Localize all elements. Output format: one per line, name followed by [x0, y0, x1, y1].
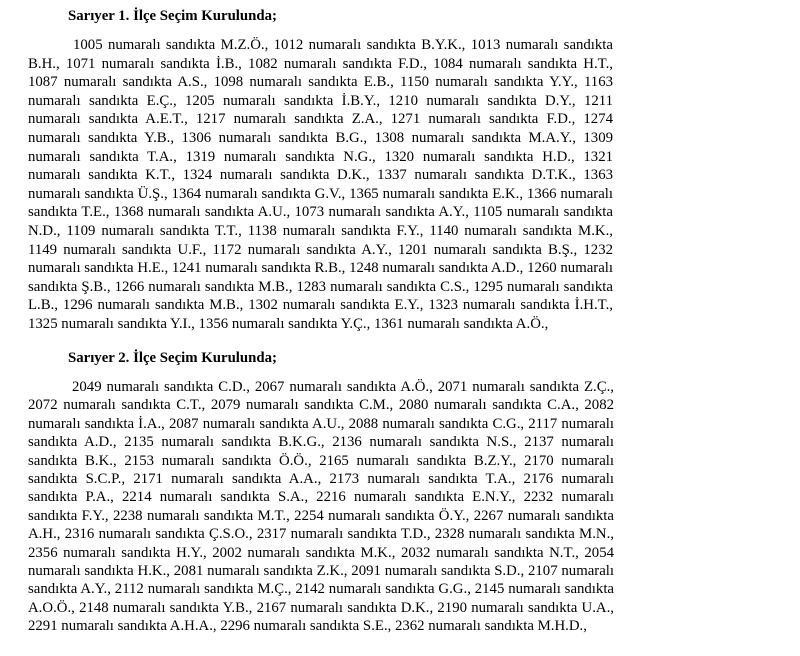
section-body: 2049 numaralı sandıkta C.D., 2067 numaralı sandıkta A.Ö., 2071 numaralı sandıkta Z.Ç., 2072 numaralı sandıkta C.T., 2079 numaralı sandıkta C.M., 2080 numaralı sandıkta C.A., 2082 numaralı sandıkta İ.A., 2087 numaralı sandıkta A.U., 2088 numaralı sandıkta C.G., 2117 numaralı sandıkta A.D., 2135 numaralı sandıkta B.K.G., 2136 numaralı sandıkta N.S., 2137 numaralı sandıkta B.K., 2153 numaralı sandıkta Ö.Ö., 2165 numaralı sandıkta B.Z.Y., 2170 numaralı sandıkta S.C.P., 2171 numaralı sandıkta A.A., 2173 numaralı sandıkta T.A., 2176 numaralı sandıkta P.A., 2214 numaralı sandıkta S.A., 2216 numaralı sandıkta E.N.Y., 2232 numaralı sandıkta F.Y., 2238 numaralı sandıkta M.T., 2254 numaralı sandıkta Ö.Y., 2267 numaralı sandıkta A.H., 2316 numaralı sandıkta Ç.S.O., 2317 numaralı sandıkta T.D., 2328 numaralı sandıkta M.N., 2356 numaralı sandıkta H.Y., 2002 numaralı sandıkta M.K., 2032 numaralı sandıkta N.T., 2054 numaralı sandıkta H.K., 2081 numaralı sandıkta Z.K., 2091 numaralı sandıkta S.D., 2107 numaralı sandıkta A.Y., 2112 numaralı sandıkta M.Ç., 2142 numaralı sandıkta G.G., 2145 numaralı sandıkta A.O.Ö., 2148 numaralı sandıkta Y.B., 2167 numaralı sandıkta D.K., 2190 numaralı sandıkta U.A., 2291 numaralı sandıkta A.H.A., 2296 numaralı sandıkta S.E., 2362 numaralı sandıkta M.H.D.,: [28, 379, 614, 635]
section-body: 1005 numaralı sandıkta M.Z.Ö., 1012 numaralı sandıkta B.Y.K., 1013 numaralı sandıkta B.H., 1071 numaralı sandıkta İ.B., 1082 numaralı sandıkta F.D., 1084 numaralı sandıkta H.T., 1087 numaralı sandıkta A.S., 1098 numaralı sandıkta E.B., 1150 numaralı sandıkta Y.Y., 1163 numaralı sandıkta E.Ç., 1205 numaralı sandıkta İ.B.Y., 1210 numaralı sandıkta D.Y., 1211 numaralı sandıkta A.E.T., 1217 numaralı sandıkta Z.A., 1271 numaralı sandıkta F.D., 1274 numaralı sandıkta Y.B., 1306 numaralı sandıkta B.G., 1308 numaralı sandıkta M.A.Y., 1309 numaralı sandıkta T.A., 1319 numaralı sandıkta N.G., 1320 numaralı sandıkta H.D., 1321 numaralı sandıkta K.T., 1324 numaralı sandıkta D.K., 1337 numaralı sandıkta D.T.K., 1363 numaralı sandıkta Ü.Ş., 1364 numaralı sandıkta G.V., 1365 numaralı sandıkta E.K., 1366 numaralı sandıkta T.E., 1368 numaralı sandıkta A.U., 1073 numaralı sandıkta A.Y., 1105 numaralı sandıkta N.D., 1109 numaralı sandıkta T.T., 1138 numaralı sandıkta F.Y., 1140 numaralı sandıkta M.K., 1149 numaralı sandıkta U.F., 1172 numaralı sandıkta A.Y., 1201 numaralı sandıkta B.Ş., 1232 numaralı sandıkta H.E., 1241 numaralı sandıkta R.B., 1248 numaralı sandıkta A.D., 1260 numaralı sandıkta Ş.B., 1266 numaralı sandıkta M.B., 1283 numaralı sandıkta C.S., 1295 numaralı sandıkta L.B., 1296 numaralı sandıkta M.B., 1302 numaralı sandıkta E.Y., 1323 numaralı sandıkta İ.H.T., 1325 numaralı sandıkta Y.I., 1356 numaralı sandıkta Y.Ç., 1361 numaralı sandıkta A.Ö.,: [28, 37, 613, 332]
section-heading: Sarıyer 2. İlçe Seçim Kurulunda;: [68, 350, 277, 366]
section-heading: Sarıyer 1. İlçe Seçim Kurulunda;: [68, 8, 277, 24]
